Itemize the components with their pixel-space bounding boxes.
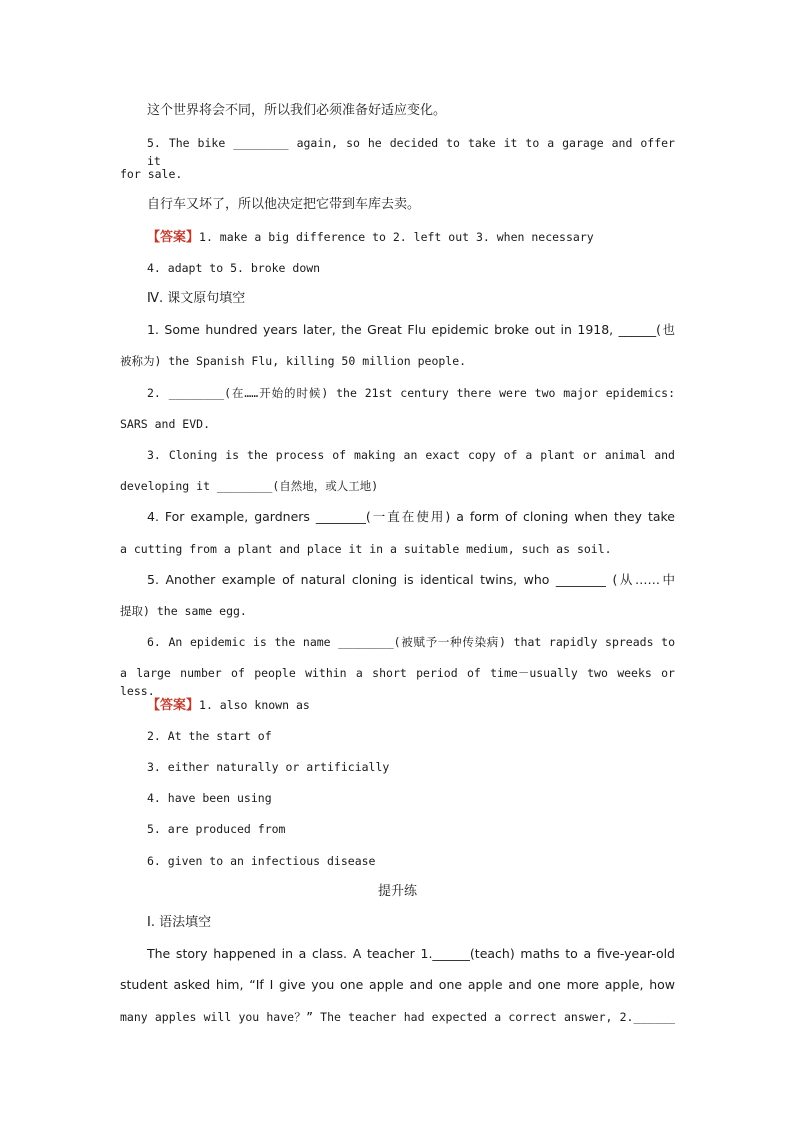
text-line: 自行车又坏了，所以他决定把它带到车库去卖。 bbox=[147, 197, 421, 212]
text-line: 被称为) the Spanish Flu, killing 50 million people. bbox=[120, 354, 467, 368]
passage-line: many apples will you have？” The teacher had expected a correct answer, 2.______ bbox=[120, 1010, 675, 1024]
question-3: 3. Cloning is the process of making an exact copy of a plant or animal and bbox=[147, 448, 675, 462]
section-title: 提升练 bbox=[377, 884, 417, 899]
text-line: 提取) the same egg. bbox=[120, 604, 247, 618]
answer-text: 1. also known as bbox=[199, 698, 310, 712]
answer-tag: 【答案】 bbox=[147, 230, 200, 245]
question-5: 5. The bike ________ again, so he decided to take it to a garage and offer it bbox=[147, 136, 675, 168]
answer-line: 2. At the start of bbox=[147, 729, 272, 743]
question-2: 2. ________(在……开始的时候) the 21st century there were two major epidemics: bbox=[147, 386, 675, 400]
answer-line: 5. are produced from bbox=[147, 822, 286, 836]
question-4: 4. For example, gardners ________(一直在使用) a form of cloning when they take bbox=[147, 509, 675, 524]
passage-line: The story happened in a class. A teacher 1.______(teach) maths to a five-year-old bbox=[147, 946, 675, 961]
text-line: a cutting from a plant and place it in a suitable medium, such as soil. bbox=[120, 542, 612, 556]
question-5: 5. Another example of natural cloning is identical twins, who ________ (从……中 bbox=[147, 572, 675, 587]
answer-line bbox=[147, 228, 675, 247]
section-heading: Ⅳ. 课文原句填空 bbox=[147, 291, 246, 306]
answer-line: 3. either naturally or artificially bbox=[147, 760, 390, 774]
text-line: SARS and EVD. bbox=[120, 417, 211, 431]
text-line: a large number of people within a short period of time－usually two weeks or less. bbox=[120, 666, 675, 698]
passage-line: student asked him, “If I give you one apple and one apple and one more apple, how bbox=[120, 977, 675, 992]
text-line: for sale. bbox=[120, 167, 183, 181]
section-heading: Ⅰ. 语法填空 bbox=[147, 915, 212, 930]
answer-text: 1. make a big difference to 2. left out 3. when necessary bbox=[199, 230, 594, 244]
answer-line: 6. given to an infectious disease bbox=[147, 854, 376, 868]
question-6: 6. An epidemic is the name ________(被赋予一种传染病) that rapidly spreads to bbox=[147, 635, 675, 649]
answer-line bbox=[147, 696, 675, 715]
question-1: 1. Some hundred years later, the Great Flu epidemic broke out in 1918, ______(也 bbox=[147, 322, 675, 337]
answer-tag: 【答案】 bbox=[147, 698, 200, 713]
text-line: 这个世界将会不同，所以我们必须准备好适应变化。 bbox=[147, 103, 447, 118]
text-line: developing it ________(自然地，或人工地) bbox=[120, 479, 379, 493]
answer-line: 4. adapt to 5. broke down bbox=[147, 261, 321, 275]
answer-line: 4. have been using bbox=[147, 791, 272, 805]
